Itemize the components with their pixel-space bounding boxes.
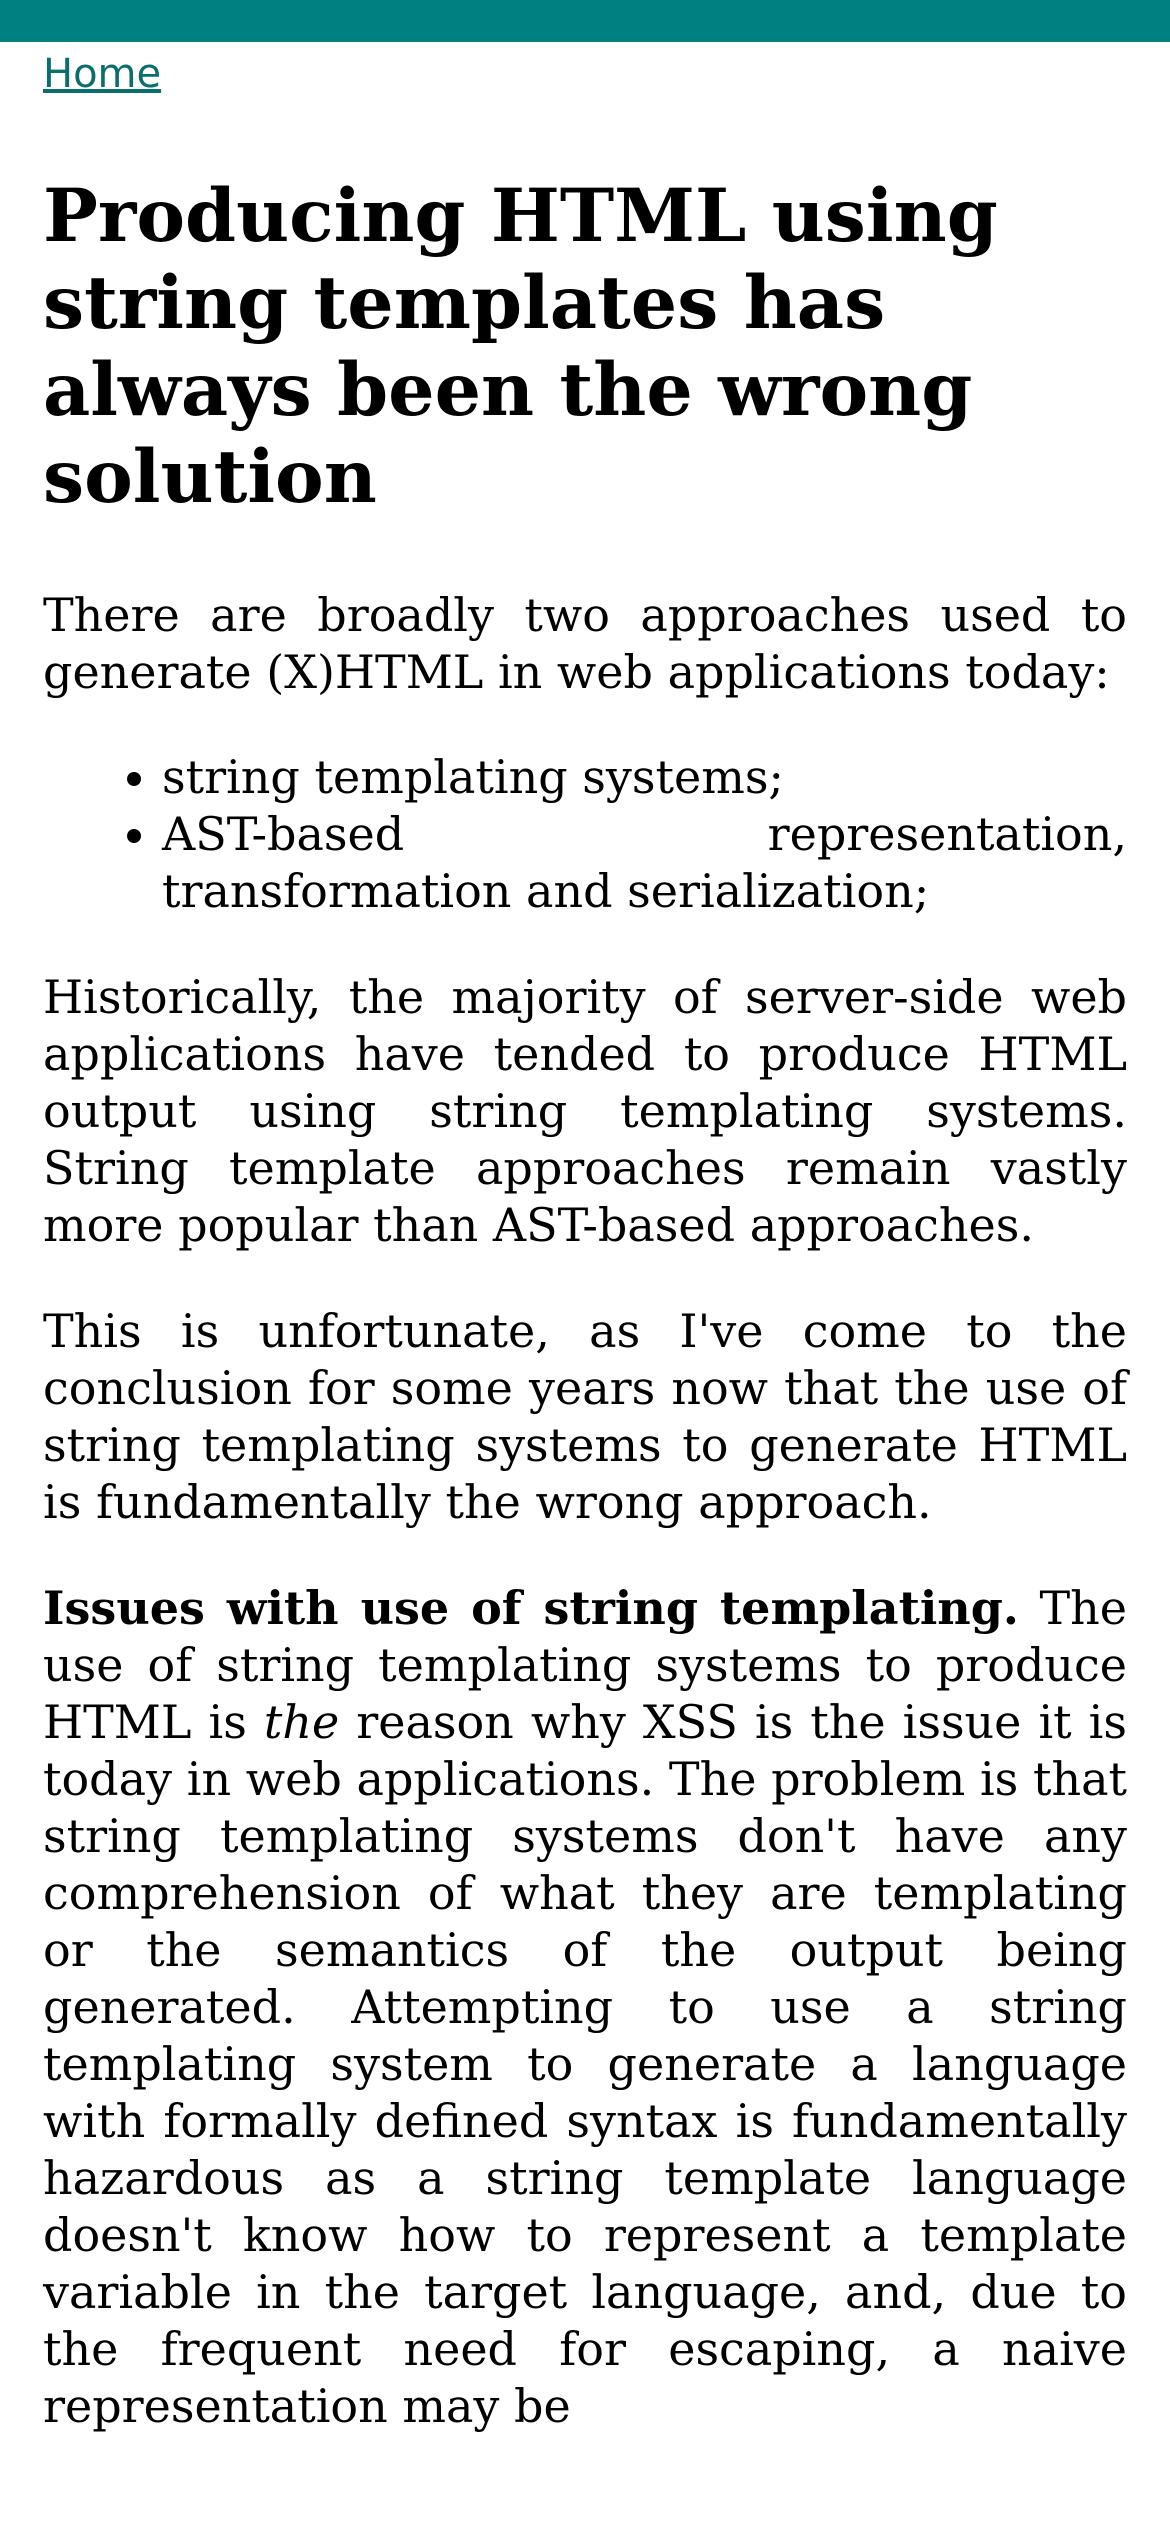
issues-heading: Issues with use of string templating.: [43, 1581, 1019, 1635]
page-content: [0, 42, 1170, 2435]
issues-text-part-2: reason why XSS is the issue it is today in web applications. The problem is that string templating systems don't have any comprehension of what they are templating or the semantics of the output being generated. Attempting to use a string templating system to generate a language with formally defined syntax is fundamentally hazardous as a string template language doesn't know how to represent a template variable in the target language, and, due to the frequent need for escaping, a naive representation may be: [43, 1695, 1127, 2433]
list-item: • string templating systems;: [162, 749, 1127, 806]
issues-text-part-1: The use of string templating systems to produce HTML is: [43, 1581, 1128, 1749]
top-bar: [0, 0, 1170, 42]
article-title: Producing HTML using string templates has always been the wrong solution: [43, 173, 998, 520]
issues-emphasis: the: [263, 1695, 340, 1749]
approaches-list: [43, 749, 1127, 920]
list-item: • AST-based representation, transformation and serialization;: [162, 806, 1127, 920]
intro-paragraph: There are broadly two approaches used to generate (X)HTML in web applications today:: [43, 588, 1127, 699]
historically-paragraph: Historically, the majority of server-side web applications have tended to produce HTML output using string templating systems. String template approaches remain vastly more popular than AST-based approaches.: [43, 970, 1127, 1252]
unfortunate-paragraph: This is unfortunate, as I've come to the conclusion for some years now that the use of string templating systems to generate HTML is fundamentally the wrong approach.: [43, 1304, 1127, 1529]
home-link[interactable]: Home: [43, 51, 162, 97]
issues-paragraph: [43, 1580, 1127, 2435]
